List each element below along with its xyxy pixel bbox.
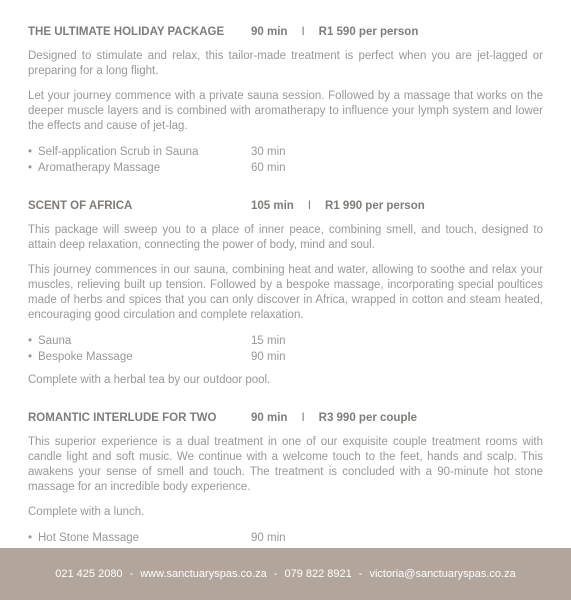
package-price: R1 590 per person — [318, 26, 419, 38]
package-scent-of-africa — [28, 200, 543, 388]
bullet: • — [28, 351, 33, 363]
package-price: R3 990 per couple — [318, 412, 418, 424]
treatment-list — [28, 333, 543, 365]
footer-separator: - — [129, 568, 134, 580]
package-ultimate-holiday — [28, 26, 543, 176]
phone-link[interactable]: 021 425 2080 — [55, 568, 123, 580]
bullet: • — [28, 335, 33, 347]
email-link[interactable]: victoria@sanctuaryspas.co.za — [369, 568, 516, 580]
header-separator: I — [307, 200, 312, 212]
contact-footer — [0, 548, 571, 600]
treatment-name: Aromatherapy Massage — [38, 162, 161, 174]
package-description: Let your journey commence with a private sauna session. Followed by a massage that works on the deeper muscle layers and is combined with aromatherapy to influence your lymph system and lower the effects and cause of jet-lag. — [28, 90, 543, 132]
treatment-duration: 90 min — [251, 351, 286, 363]
footer-separator: - — [273, 568, 278, 580]
list-item — [28, 349, 543, 365]
treatment-name: Sauna — [38, 335, 72, 347]
list-item — [28, 333, 543, 349]
package-header — [28, 412, 543, 428]
package-header — [28, 26, 543, 42]
treatment-name: Bespoke Massage — [38, 351, 133, 363]
list-item — [28, 530, 543, 546]
package-title: SCENT OF AFRICA — [28, 200, 133, 212]
header-separator: I — [301, 412, 305, 424]
package-price: R1 990 per person — [325, 200, 425, 212]
treatment-duration: 30 min — [251, 146, 286, 158]
bullet: • — [28, 162, 33, 174]
list-item — [28, 160, 543, 176]
package-description: This superior experience is a dual treatment in one of our exquisite couple treatment rooms with candle light and soft music. We continue with a welcome touch to the feet, hands and scalp. This awakens your sense of smell and touch. The treatment is concluded with a 90-minute hot stone massage for an incredible body experience. — [28, 436, 543, 493]
treatment-list — [28, 530, 543, 546]
footer-separator: - — [358, 568, 363, 580]
header-separator: I — [301, 26, 305, 38]
package-romantic-interlude — [28, 412, 543, 546]
website-link[interactable]: www.sanctuaryspas.co.za — [140, 568, 267, 580]
treatment-duration: 15 min — [251, 335, 286, 347]
package-closing-note: Complete with a herbal tea by our outdoor pool. — [28, 374, 271, 386]
bullet: • — [28, 532, 33, 544]
package-description: Complete with a lunch. — [28, 506, 145, 518]
package-duration: 105 min — [251, 200, 294, 212]
treatment-duration: 60 min — [251, 162, 286, 174]
package-header — [28, 200, 543, 216]
package-description: This journey commences in our sauna, combining heat and water, allowing to soothe and relax your muscles, relieving built up tension. Followed by a bespoke massage, incorporating special poultices made of herbs and spices that you can only discover in Africa, wrapped in cotton and steam heated, encouraging good circulation and complete relaxation. — [28, 264, 543, 321]
bullet: • — [28, 146, 33, 158]
list-item — [28, 144, 543, 160]
package-title: ROMANTIC INTERLUDE FOR TWO — [28, 412, 217, 424]
packages-content — [28, 26, 543, 570]
treatment-list — [28, 144, 543, 176]
package-title: THE ULTIMATE HOLIDAY PACKAGE — [28, 26, 225, 38]
treatment-name: Hot Stone Massage — [38, 532, 140, 544]
package-duration: 90 min — [251, 26, 288, 38]
package-description: This package will sweep you to a place of inner peace, combining smell, and touch, designed to attain deep relaxation, connecting the power of body, mind and soul. — [28, 224, 543, 251]
package-description: Designed to stimulate and relax, this tailor-made treatment is perfect when you are jet-lagged or preparing for a long flight. — [28, 50, 543, 77]
package-duration: 90 min — [251, 412, 288, 424]
mobile-phone-link[interactable]: 079 822 8921 — [284, 568, 352, 580]
treatment-name: Self-application Scrub in Sauna — [38, 146, 199, 158]
treatment-duration: 90 min — [251, 532, 286, 544]
